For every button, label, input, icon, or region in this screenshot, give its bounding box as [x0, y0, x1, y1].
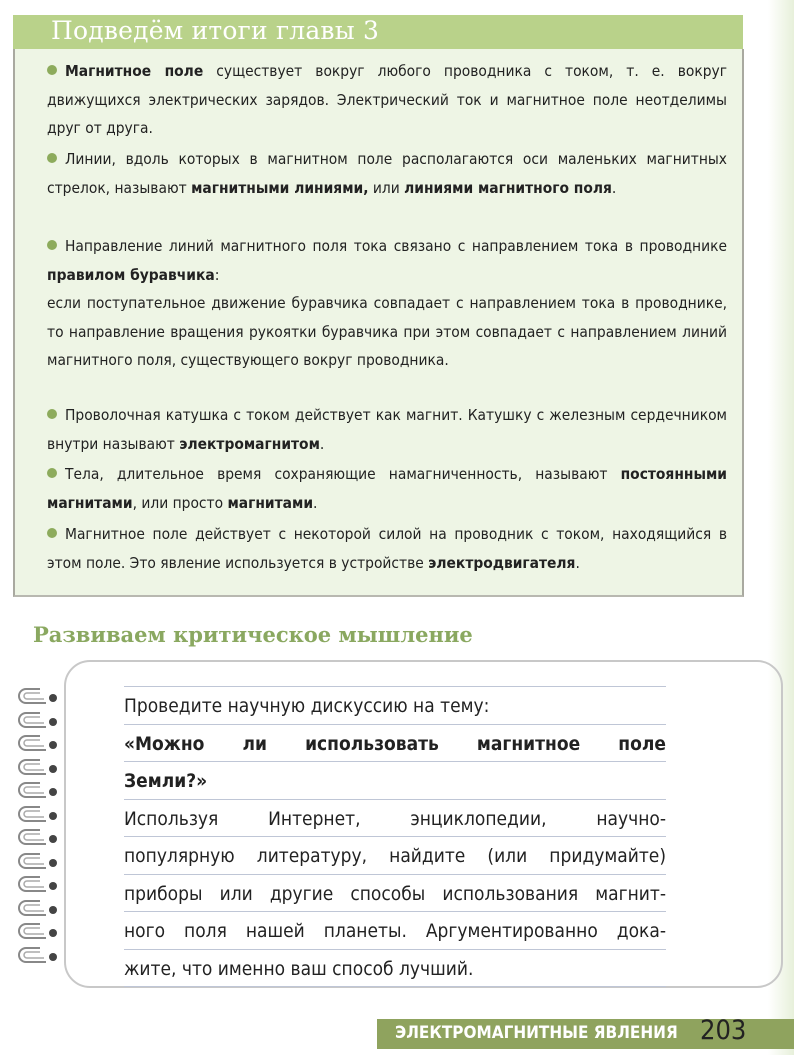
text: Проволочная катушка с током действует как магнит. Катушку с железным сердечником внутри называют [47, 406, 727, 453]
notebook-text-line: Используя Интернет, энциклопедии, научно- [124, 807, 666, 830]
spiral-ring-icon [16, 757, 60, 779]
text: Линии, вдоль которых в магнитном поле располагаются оси маленьких магнитных стрелок, называют [47, 150, 727, 197]
summary-paragraph [47, 232, 727, 375]
spiral-ring-icon [16, 780, 60, 802]
summary-paragraph [47, 460, 727, 517]
term: электродвигателя [428, 553, 576, 572]
text: Тела, длительное время сохраняющие намагниченность, называют [65, 465, 621, 483]
notebook-text-line: популярную литературу, найдите (или придумайте) [124, 845, 666, 867]
text: . [611, 178, 617, 197]
summary-title: Подведём итоги главы 3 [51, 16, 380, 45]
spiral-ring-icon [16, 710, 60, 732]
text: . [313, 493, 318, 512]
text: : [214, 265, 220, 284]
summary-paragraph [47, 145, 727, 202]
ruled-line [124, 686, 666, 687]
text: если поступательное движение буравчика совпадает с направлением тока в проводнике, то направление вращения рукоятки буравчика при этом совпадает с направлением линий магнитного поля, существующего вокруг проводника. [47, 294, 727, 369]
footer-section: ЭЛЕКТРОМАГНИТНЫЕ ЯВЛЕНИЯ [395, 1023, 678, 1043]
bullet-icon [47, 65, 57, 75]
term: магнитами [227, 493, 314, 512]
notebook-text-line: приборы или другие способы использования магнит- [124, 882, 666, 905]
page-number: 203 [700, 1015, 747, 1046]
spiral-ring-icon [16, 804, 60, 826]
spiral-ring-icon [16, 733, 60, 755]
spiral-ring-icon [16, 827, 60, 849]
text: Направление линий магнитного поля тока связано с направлением тока в проводнике [65, 237, 727, 255]
text: . [319, 434, 325, 453]
summary-header [13, 15, 743, 49]
notebook-text-line: Проведите научную дискуссию на тему: [124, 695, 490, 717]
spiral-ring-icon [16, 921, 60, 943]
term: Магнитное поле [65, 62, 204, 80]
bullet-icon [47, 409, 57, 419]
term: магнитными линиями, [191, 178, 369, 197]
spiral-ring-icon [16, 686, 60, 708]
notebook-text-line: ного поля нашей планеты. Аргументированно дока- [124, 920, 666, 942]
summary-box [13, 49, 744, 597]
text: , или просто [132, 493, 228, 512]
critical-thinking-title: Развиваем критическое мышление [33, 622, 473, 647]
term: правилом буравчика [47, 265, 215, 284]
bullet-icon [47, 240, 57, 250]
summary-paragraph [47, 57, 727, 143]
bullet-icon [47, 153, 57, 163]
spiral-ring-icon [16, 945, 60, 967]
bullet-icon [47, 468, 57, 478]
term: электромагнитом [179, 434, 320, 453]
notebook-text-line: «Можно ли использовать магнитное поле [124, 732, 666, 755]
text: существует вокруг любого проводника с током, т. е. вокруг движущихся электрических зарядов. Электрический ток и магнитное поле неотделимы друг от друга. [47, 62, 727, 137]
text: Магнитное поле действует с некоторой силой на проводник с током, находящийся в этом поле. Это явление используется в устройстве [47, 525, 727, 572]
summary-paragraph [47, 520, 727, 577]
spiral-ring-icon [16, 874, 60, 896]
text: . [575, 553, 580, 572]
term: постоянными магнитами [47, 465, 727, 512]
summary-paragraph [47, 401, 727, 458]
notebook-text-line: жите, что именно ваш способ лучший. [124, 957, 474, 980]
text: или [368, 178, 405, 197]
bullet-icon [47, 528, 57, 538]
term: линиями магнитного поля [404, 178, 612, 197]
spiral-ring-icon [16, 851, 60, 873]
spiral-ring-icon [16, 898, 60, 920]
notebook-text-line: Земли?» [124, 770, 208, 792]
